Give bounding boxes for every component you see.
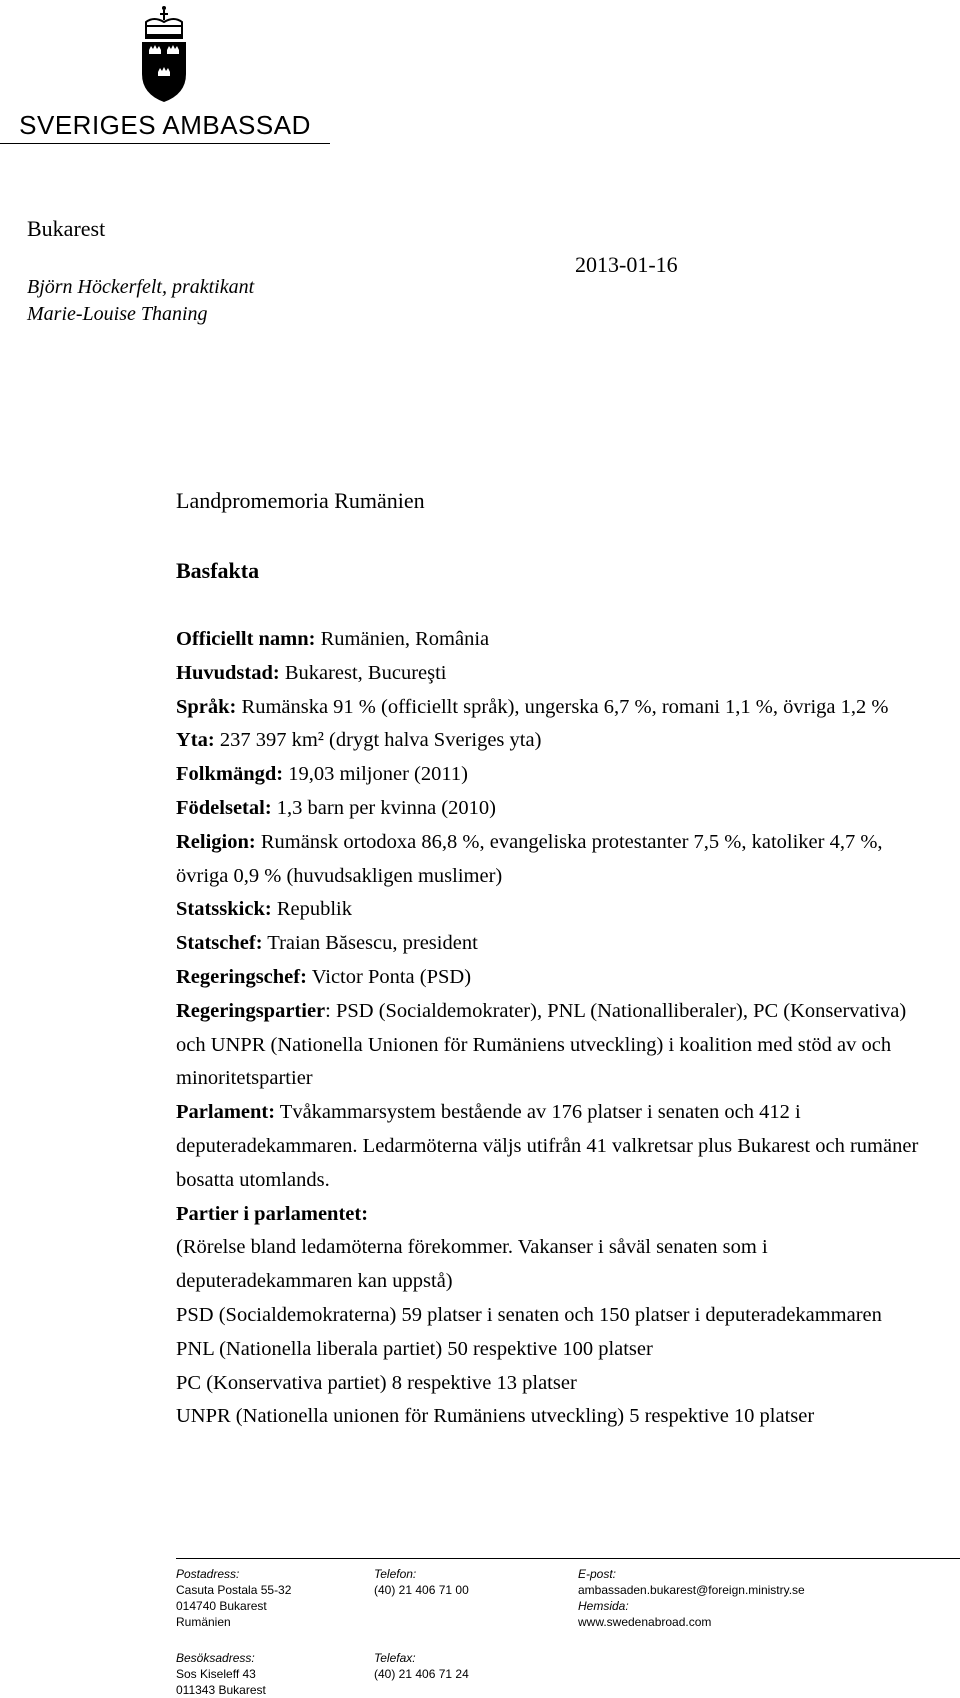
footer-addresses (176, 1566, 291, 1698)
fact-birth-rate: Födelsetal: 1,3 barn per kvinna (2010) (176, 796, 496, 819)
email-label: E-post: (578, 1567, 617, 1581)
embassy-name: SVERIGES AMBASSAD (19, 110, 311, 140)
party-line: PSD (Socialdemokraterna) 59 platser i senaten och 150 platser i deputeradekammaren (176, 1303, 882, 1326)
visit-line: Sos Kiseleff 43 (176, 1667, 256, 1681)
fax-number: (40) 21 406 71 24 (374, 1667, 469, 1681)
party-line: PNL (Nationella liberala partiet) 50 respektive 100 platser (176, 1337, 653, 1360)
postal-label: Postadress: (176, 1567, 240, 1581)
parties-heading: Partier i parlamentet: (176, 1202, 369, 1225)
postal-line: Casuta Postala 55-32 (176, 1583, 292, 1597)
sender-author: Björn Höckerfelt, praktikant (27, 276, 255, 298)
web-link[interactable]: www.swedenabroad.com (578, 1615, 712, 1629)
fact-population: Folkmängd: 19,03 miljoner (2011) (176, 763, 468, 786)
email-link[interactable]: ambassaden.bukarest@foreign.ministry.se (578, 1583, 805, 1597)
fact-area: Yta: 237 397 km² (drygt halva Sveriges yta) (176, 729, 542, 752)
fact-government-form: Statsskick: Republik (176, 898, 352, 921)
web-label: Hemsida: (578, 1599, 629, 1613)
visit-line: 011343 Bukarest (176, 1683, 266, 1697)
document-date: 2013-01-16 (575, 252, 678, 277)
visit-label: Besöksadress: (176, 1651, 255, 1665)
sender-author: Marie-Louise Thaning (27, 303, 208, 325)
fact-religion: Religion: Rumänsk ortodoxa 86,8 %, evangeliska protestanter 7,5 %, katoliker 4,7 %, övriga 0,9 % (huvudsakligen muslimer) (176, 830, 883, 887)
postal-line: Rumänien (176, 1615, 231, 1629)
sender-city: Bukarest (27, 216, 106, 241)
document-title: Landpromemoria Rumänien (176, 488, 425, 513)
basic-facts (176, 623, 936, 1434)
postal-line: 014740 Bukarest (176, 1599, 267, 1613)
letterhead-logo (0, 0, 330, 145)
fact-head-of-government: Regeringschef: Victor Ponta (PSD) (176, 965, 472, 988)
fax-label: Telefax: (374, 1651, 416, 1665)
fact-governing-parties: Regeringspartier: PSD (Socialdemokrater), PNL (Nationalliberaler), PC (Konservativa) och UNPR (Nationella Unionen för Rumäniens utveckling) i koalition med stöd av och minoritetspartier (176, 999, 907, 1090)
section-heading: Basfakta (176, 558, 260, 583)
footer-phones (374, 1566, 469, 1682)
footer-rule (176, 1558, 960, 1559)
fact-capital: Huvudstad: Bukarest, Bucureşti (176, 661, 447, 684)
fact-official-name: Officiellt namn: Rumänien, România (176, 628, 490, 650)
phone-label: Telefon: (374, 1567, 417, 1581)
parties-note: (Rörelse bland ledamöterna förekommer. Vakanser i såväl senaten som i deputeradekammaren kan uppstå) (176, 1236, 768, 1293)
party-line: UNPR (Nationella unionen för Rumäniens utveckling) 5 respektive 10 platser (176, 1405, 815, 1428)
swedish-crest-icon (134, 4, 194, 104)
letterhead-rule (0, 143, 330, 144)
fact-parliament: Parlament: Tvåkammarsystem bestående av 176 platser i senaten och 412 i deputeradekammaren. Ledarmöterna väljs utifrån 41 valkretsar plus Bukarest och rumäner bosatta utomlands. (176, 1101, 919, 1191)
fact-head-of-state: Statschef: Traian Băsescu, president (176, 932, 478, 955)
party-line: PC (Konservativa partiet) 8 respektive 13 platser (176, 1371, 577, 1394)
footer-contact (578, 1566, 805, 1630)
phone-number: (40) 21 406 71 00 (374, 1583, 469, 1597)
fact-language: Språk: Rumänska 91 % (officiellt språk), ungerska 6,7 %, romani 1,1 %, övriga 1,2 % (176, 695, 889, 718)
